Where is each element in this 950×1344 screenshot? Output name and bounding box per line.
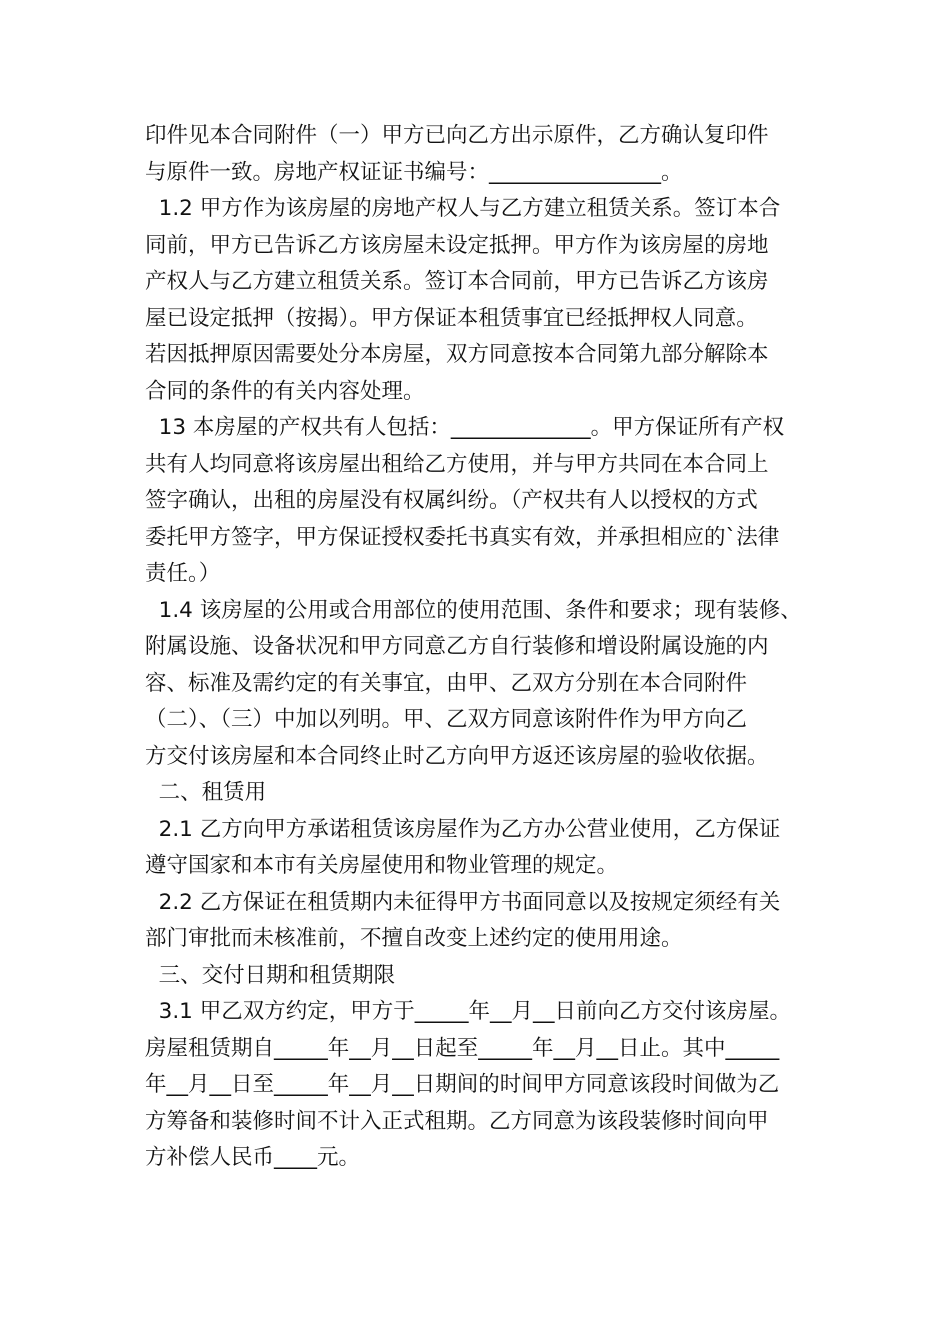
- text-line: 若因抵押原因需要处分本房屋，双方同意按本合同第九部分解除本: [145, 342, 769, 367]
- text-line: 遵守国家和本市有关房屋使用和物业管理的规定。: [145, 853, 619, 878]
- text-line: 1.2 甲方作为该房屋的房地产权人与乙方建立租赁关系。签订本合: [145, 196, 781, 221]
- text-line: 1.4 该房屋的公用或合用部位的使用范围、条件和要求；现有装修、: [145, 597, 802, 623]
- section-heading: 三、交付日期和租赁期限: [145, 962, 396, 988]
- text-line: 房屋租赁期自_____年__月__日起至_____年__月__日止。其中_____: [145, 1035, 780, 1061]
- text-line: 责任。）: [145, 561, 221, 586]
- text-line: 同前，甲方已告诉乙方该房屋未设定抵押。甲方作为该房屋的房地: [145, 232, 769, 258]
- text-line: 印件见本合同附件（一）甲方已向乙方出示原件，乙方确认复印件: [145, 123, 769, 148]
- text-line: 13 本房屋的产权共有人包括：_____________。甲方保证所有产权: [145, 415, 785, 440]
- text-line: 签字确认，出租的房屋没有权属纠纷。（产权共有人以授权的方式: [145, 488, 758, 513]
- text-line: 委托甲方签字，甲方保证授权委托书真实有效，并承担相应的`法律: [145, 524, 780, 550]
- text-line: 2.1 乙方向甲方承诺租赁该房屋作为乙方办公营业使用，乙方保证: [145, 816, 781, 842]
- text-line: 附属设施、设备状况和甲方同意乙方自行装修和增设附属设施的内: [145, 634, 769, 659]
- text-line: 与原件一致。房地产权证证书编号：________________。: [145, 159, 683, 185]
- text-line: 方筹备和装修时间不计入正式租期。乙方同意为该段装修时间向甲: [145, 1108, 769, 1134]
- text-line: 年__月__日至_____年__月__日期间的时间甲方同意该段时间做为乙: [145, 1072, 780, 1097]
- text-line: 3.1 甲乙双方约定，甲方于_____年__月__日前向乙方交付该房屋。: [145, 999, 791, 1024]
- text-line: 共有人均同意将该房屋出租给乙方使用，并与甲方共同在本合同上: [145, 451, 769, 477]
- text-line: 部门审批而未核准前，不擅自改变上述约定的使用用途。: [145, 926, 683, 951]
- text-line: 屋已设定抵押（按揭）。甲方保证本租赁事宜已经抵押权人同意。: [145, 305, 758, 331]
- text-line: （二）、（三）中加以列明。甲、乙双方同意该附件作为甲方向乙: [145, 707, 748, 732]
- text-line: 方交付该房屋和本合同终止时乙方向甲方返还该房屋的验收依据。: [145, 743, 769, 769]
- text-line: 方补偿人民币____元。: [145, 1145, 361, 1170]
- text-line: 容、标准及需约定的有关事宜，由甲、乙双方分别在本合同附件: [145, 670, 748, 696]
- text-line: 合同的条件的有关内容处理。: [145, 378, 425, 404]
- section-heading: 二、租赁用: [145, 780, 267, 805]
- text-line: 产权人与乙方建立租赁关系。签订本合同前，甲方已告诉乙方该房: [145, 269, 769, 294]
- contract-text: [145, 118, 825, 1177]
- text-line: 2.2 乙方保证在租赁期内未征得甲方书面同意以及按规定须经有关: [145, 889, 781, 915]
